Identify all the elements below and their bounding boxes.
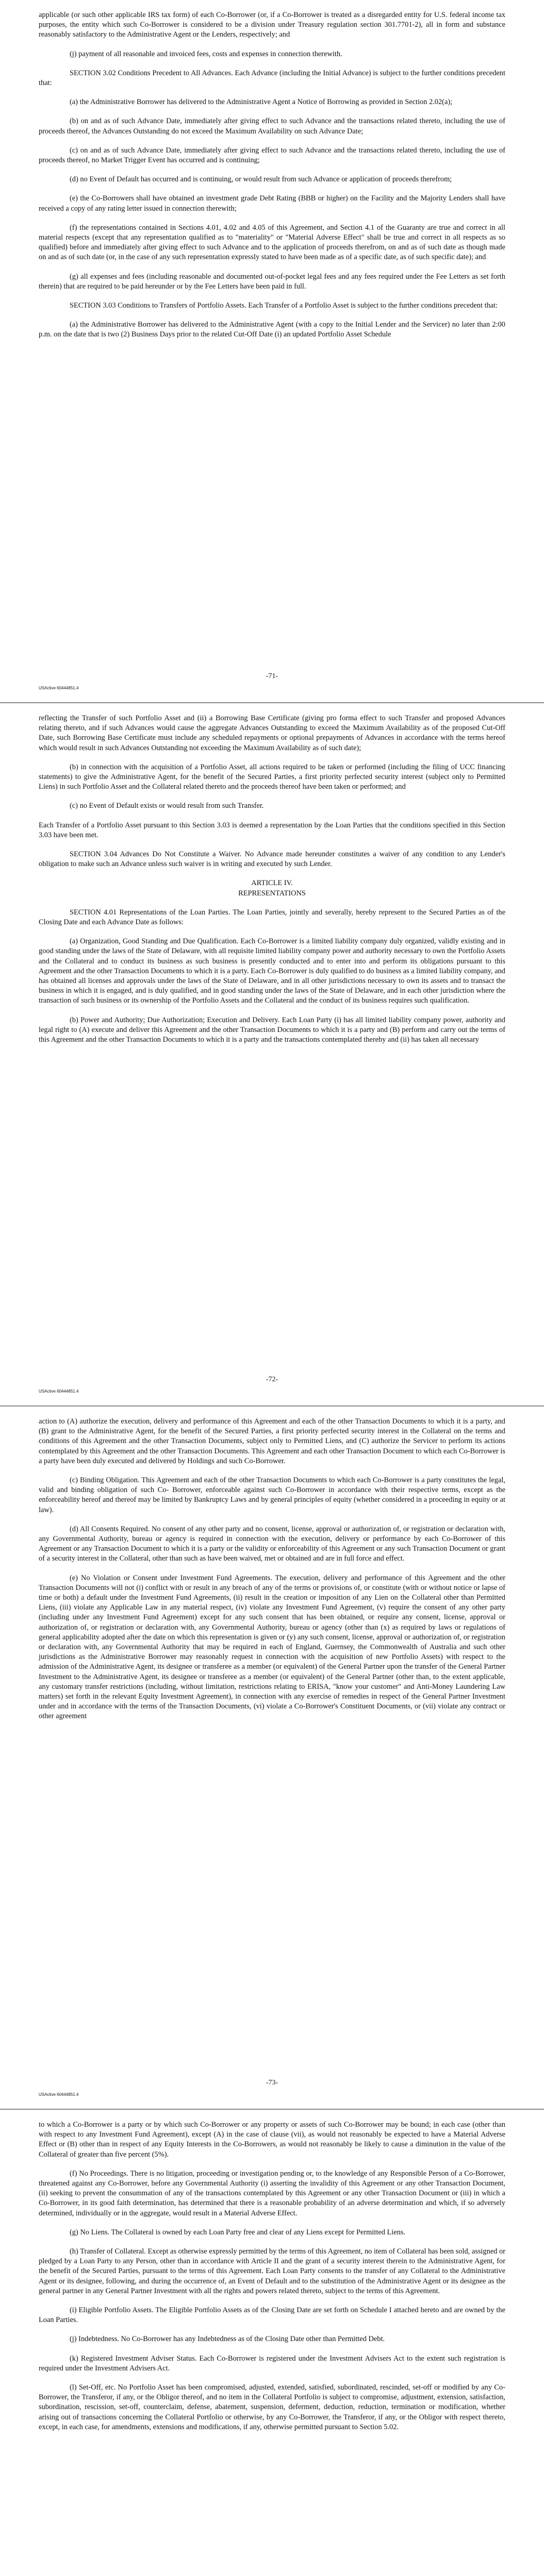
document-id: USActive 60444851.4 [39, 2092, 79, 2097]
section-heading-paragraph: SECTION 4.01 Representations of the Loan Parties. The Loan Parties, jointly and severally, hereby represent to the Secured Parties as of the Closing Date and each Advance Date as follows: [39, 908, 505, 927]
page-footer [39, 1376, 505, 1394]
paragraph: (h) Transfer of Collateral. Except as otherwise expressly permitted by the terms of this Agreement, no item of Collateral has been sold, assigned or pledged by a Loan Party to any Person, other than in accordance with Article II and the grant of a security interest therein to the Administrative Agent, for the benefit of the Secured Parties, pursuant to the terms of this Agreement. Each Loan Party consents to the transfer of any Collateral to the Administrative Agent or its designee, following, and during the occurrence of, an Event of Default and to the substitution of the Administrative Agent or its designee as the general partner in any General Partner Investment with all the rights and powers related thereto, subject to the terms of this Agreement. [39, 2247, 505, 2295]
article-number: ARTICLE IV. [251, 879, 293, 888]
paragraph: (a) the Administrative Borrower has delivered to the Administrative Agent (with a copy to the Initial Lender and the Servicer) no later than 2:00 p.m. on the date that is two (2) Business Days prior to the related Cut-Off Date (i) an updated Portfolio Asset Schedule [39, 320, 505, 339]
paragraph: (a) the Administrative Borrower has delivered to the Administrative Agent a Notice of Borrowing as provided in Section 2.02(a); [70, 98, 453, 107]
page-number: -73- [266, 2079, 278, 2087]
paragraph: applicable (or such other applicable IRS tax form) of each Co-Borrower (or, if a Co-Borrower is treated as a disregarded entity for U.S. federal income tax purposes, the entity which such Co-Borrower is considered to be a division under Treasury regulation section 301.7701-2), all in form and substance reasonably satisfactory to the Administrative Agent or the Lenders, respectively; and [39, 11, 505, 39]
paragraph: (c) on and as of such Advance Date, immediately after giving effect to such Advance and the transactions related thereto, including the use of proceeds thereof, no Market Trigger Event has occurred and is continuing; [39, 146, 505, 165]
paragraph: (e) the Co-Borrowers shall have obtained an investment grade Debt Rating (BBB or higher) on the Facility and the Majority Lenders shall have received a copy of any rating letter issued in connection therewith; [39, 194, 505, 213]
paragraph: (a) Organization, Good Standing and Due Qualification. Each Co-Borrower is a limited liability company duly organized, validly existing and in good standing under the laws of the State of Delaware, with all requisite limited liability company power and authority necessary to own the Portfolio Assets and the Collateral and to conduct its business as such business is presently conducted and to enter into and perform its obligations pursuant to this Agreement and the other Transaction Documents to which it is a party. Each Co-Borrower is duly qualified to do business as a limited liability company, and has obtained all licenses and approvals under the laws of the State of Delaware, and in all other jurisdictions necessary to own its assets and to transact the business in which it is engaged, and is duly qualified, and in good standing under the laws of the State of Delaware, and in each other jurisdiction where the transaction of such business or its ownership of the Portfolio Assets and the Collateral and the conduct of its business requires such qualification. [39, 937, 505, 1005]
document-page [0, 2110, 544, 2576]
document-id: USActive 60444851.4 [39, 1389, 79, 1394]
paragraph: (d) no Event of Default has occurred and is continuing, or would result from such Advance or application of proceeds therefrom; [70, 175, 452, 184]
paragraph: (k) Registered Investment Adviser Status. Each Co-Borrower is registered under the Investment Advisers Act to the extent such registration is required under the Investment Advisers Act. [39, 2354, 505, 2372]
article-heading [39, 878, 505, 898]
paragraph: (g) No Liens. The Collateral is owned by each Loan Party free and clear of any Liens except for Permitted Liens. [70, 2228, 406, 2236]
paragraph: (j) Indebtedness. No Co-Borrower has any Indebtedness as of the Closing Date other than Permitted Debt. [70, 2335, 385, 2344]
paragraph: Each Transfer of a Portfolio Asset pursuant to this Section 3.03 is deemed a representation by the Loan Parties that the conditions specified in this Section 3.03 have been met. [39, 821, 505, 839]
document-page [0, 0, 544, 702]
paragraph: (g) all expenses and fees (including reasonable and documented out-of-pocket legal fees and any fees required under the Fee Letters as set forth therein) that are required to be paid hereunder or by the Fee Letters have been paid in full. [39, 272, 505, 291]
page-footer [39, 2079, 505, 2097]
document-page [0, 703, 544, 1405]
paragraph: (d) All Consents Required. No consent of any other party and no consent, license, approval or authorization of, or registration or declaration with, any Governmental Authority, bureau or agency is required in connection with the execution, delivery or performance by each Co-Borrower of this Agreement or any Transaction Document to which it is a party or the validity or enforceability of this Agreement or any such Transaction Document or grant of a security interest in the Collateral, other than such as have been waived, met or obtained and are in full force and effect. [39, 1524, 505, 1563]
document-id: USActive 60444851.4 [39, 686, 79, 690]
paragraph: (b) in connection with the acquisition of a Portfolio Asset, all actions required to be taken or performed (including the filing of UCC financing statements) to give the Administrative Agent, for the benefit of the Secured Parties, a first priority perfected security interest (subject only to Permitted Liens) in such Portfolio Asset and the Collateral related thereto and the proceeds thereof have been taken or performed; and [39, 762, 505, 791]
paragraph: reflecting the Transfer of such Portfolio Asset and (ii) a Borrowing Base Certificate (giving pro forma effect to such Transfer and proposed Advances relating thereto, and if such Advances would cause the aggregate Advances Outstanding to exceed the Maximum Availability as of the proposed Cut-Off Date, such Borrowing Base Certificate must include any scheduled repayments or optional prepayments of Advances in accordance with the terms hereof which would result in such Advances Outstanding not exceeding the Maximum Availability as of such date); [39, 714, 505, 752]
section-heading-paragraph: SECTION 3.03 Conditions to Transfers of Portfolio Assets. Each Transfer of a Portfolio Asset is subject to the further conditions precedent that: [70, 301, 498, 310]
page-footer [39, 672, 505, 691]
document-page [0, 1406, 544, 2109]
paragraph: (f) the representations contained in Sections 4.01, 4.02 and 4.05 of this Agreement, and Section 4.1 of the Guaranty are true and correct in all material respects (except that any representation qualified as to "materiality" or "Material Adverse Effect" shall be true and correct in all respects as so qualified) before and immediately after giving effect to such Advance and to the application of proceeds therefrom, on and as of such date as though made on and as of such date (or, in the case of any such representation expressly stated to have been made as of a specific date, as of such specific date); and [39, 223, 505, 262]
paragraph: (b) Power and Authority; Due Authorization; Execution and Delivery. Each Loan Party (i) has all limited liability company power, authority and legal right to (A) execute and deliver this Agreement and the other Transaction Documents to which it is a party and (B) perform and carry out the terms of this Agreement and the other Transaction Documents to which it is a party and the transactions contemplated thereby and (ii) has taken all necessary [39, 1015, 505, 1044]
paragraph: (b) on and as of such Advance Date, immediately after giving effect to such Advance and the transactions related thereto, including the use of proceeds thereof, the Advances Outstanding do not exceed the Maximum Availability on such Advance Date; [39, 117, 505, 135]
paragraph: (e) No Violation or Consent under Investment Fund Agreements. The execution, delivery and performance of this Agreement and the other Transaction Documents will not (i) conflict with or result in any breach of any of the terms or provisions of, or constitute (with or without notice or lapse of time or both) a default under the Investment Fund Agreements, (ii) result in the creation or imposition of any Lien on the Collateral other than Permitted Liens, (iii) violate any Applicable Law in any material respect, (iv) violate any Investment Fund Agreement, (v) require the consent of any other party (including under any Investment Fund Agreement) except for any such consent that has been obtained, or require any consent, license, approval or authorization of, or registration or declaration with, any Governmental Authority, bureau or agency (other than (x) as required by laws or regulations of general applicability adopted after the date on which this representation is given or (y) any such consent, license, approval or authorization of, or registration or declaration with, any Governmental Authority that may be required in each of England, Guernsey, the Commonwealth of Australia and such other jurisdictions as the Administrative Borrower may reasonably request in connection with the acquisition of new Portfolio Assets) with respect to the admission of the Administrative Agent, its designee or transferee as a member (or equivalent) of the General Partner upon the transfer of the General Partner Investment to the Administrative Agent, its designee or transferee as a member (or equivalent) of the General Partner (other than, to the extent applicable, any customary transfer restrictions (including, without limitation, restrictions relating to ERISA, "know your customer" and Anti-Money Laundering Law matters) set forth in the relevant Equity Investment Agreement), in connection with any exercise of remedies in respect of the General Partner Investment under and in accordance with the terms of the Transaction Documents, (vi) violate a Co-Borrower's Constituent Documents, or (vii) violate any contract or other agreement [39, 1573, 505, 1721]
paragraph: to which a Co-Borrower is a party or by which such Co-Borrower or any property or assets of such Co-Borrower may be bound; in each case (other than with respect to any Investment Fund Agreement), except (A) in the case of clause (vii), as would not reasonably be expected to have a Material Adverse Effect or (B) other than in respect of any Equity Interests in the Co-Borrowers, as would not reasonably be likely to cause a diminution in the value of the Collateral of greater than five percent (5%). [39, 2121, 505, 2159]
paragraph: (l) Set-Off, etc. No Portfolio Asset has been compromised, adjusted, extended, satisfied, subordinated, rescinded, set-off or modified by any Co-Borrower, the Transferor, if any, or the Obligor thereof, and no item in the Collateral Portfolio is subject to compromise, adjustment, extension, satisfaction, subordination, rescission, set-off, counterclaim, defense, abatement, suspension, deferment, deduction, reduction, termination or modification, whether arising out of transactions concerning the Collateral Portfolio or otherwise, by any Co-Borrower, the Transferor, if any, or the Obligor with respect thereto, except, in each case, for amendments, extensions and modifications, if any, otherwise permitted pursuant to Section 5.02. [39, 2383, 505, 2431]
article-title: REPRESENTATIONS [238, 889, 306, 897]
paragraph: (j) payment of all reasonable and invoiced fees, costs and expenses in connection therewith. [70, 49, 342, 58]
page-number: -71- [266, 672, 278, 680]
paragraph: action to (A) authorize the execution, delivery and performance of this Agreement and each of the other Transaction Documents to which it is a party, and (B) grant to the Administrative Agent, for the benefit of the Secured Parties, a first priority perfected security interest in the Collateral on the terms and conditions of this Agreement and the other Transaction Documents, subject only to Permitted Liens, and (C) authorize the Servicer to perform its actions contemplated by this Agreement and the other Transaction Documents. This Agreement and each other Transaction Document to which each Co-Borrower is a party have been duly executed and delivered by Holdings and such Co-Borrower. [39, 1417, 505, 1465]
paragraph: (f) No Proceedings. There is no litigation, proceeding or investigation pending or, to the knowledge of any Responsible Person of a Co-Borrower, threatened against any Co-Borrower, before any Governmental Authority (i) asserting the invalidity of this Agreement or any other Transaction Document, (ii) seeking to prevent the consummation of any of the transactions contemplated by this Agreement or any other Transaction Document or (iii) in which a Co-Borrower, in its good faith determination, has determined that there is a reasonable probability of an adverse determination and which, if so adversely determined, individually or in the aggregate, would result in a Material Adverse Effect. [39, 2169, 505, 2217]
page-number: -72- [266, 1376, 278, 1383]
paragraph: (c) no Event of Default exists or would result from such Transfer. [70, 802, 264, 810]
paragraph: (i) Eligible Portfolio Assets. The Eligible Portfolio Assets as of the Closing Date are set forth on Schedule I attached hereto and are owned by the Loan Parties. [39, 2306, 505, 2325]
section-heading-paragraph: SECTION 3.04 Advances Do Not Constitute a Waiver. No Advance made hereunder constitutes a waiver of any condition to any Lender's obligation to make such an Advance unless such waiver is in writing and executed by such Lender. [39, 850, 505, 869]
section-heading-paragraph: SECTION 3.02 Conditions Precedent to All Advances. Each Advance (including the Initial Advance) is subject to the further conditions precedent that: [39, 69, 505, 88]
paragraph: (c) Binding Obligation. This Agreement and each of the other Transaction Documents to which each Co-Borrower is a party constitutes the legal, valid and binding obligation of such Co- Borrower, enforceable against such Co-Borrower in accordance with their respective terms, except as the enforceability hereof and thereof may be limited by Bankruptcy Laws and by general principles of equity (whether considered in a proceeding in equity or at law). [39, 1476, 505, 1514]
